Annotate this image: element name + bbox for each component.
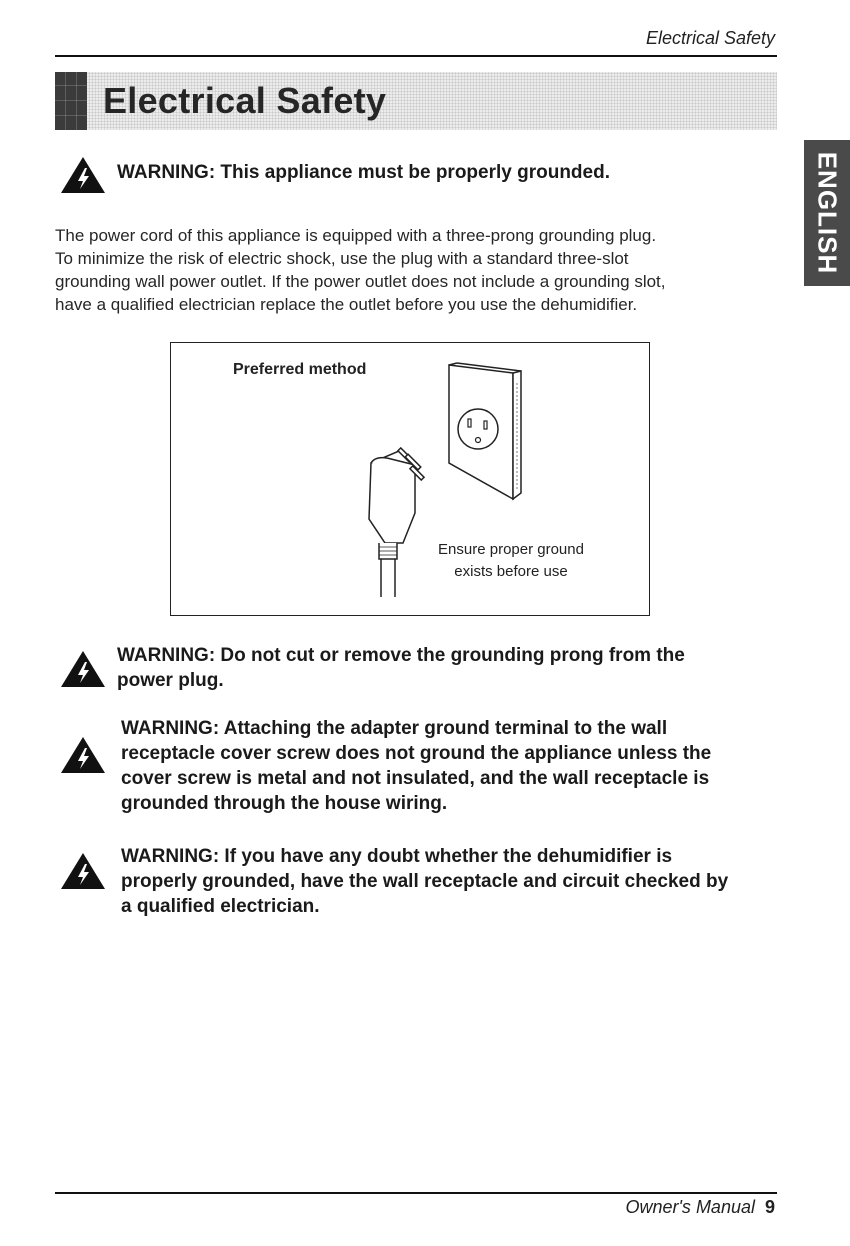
title-marker-block — [55, 72, 87, 130]
warning-line: WARNING: If you have any doubt whether the dehumidifier is — [121, 846, 673, 867]
warning-line: WARNING: This appliance must be properly grounded. — [117, 162, 610, 183]
warning-icon — [60, 736, 106, 774]
body-line: grounding wall power outlet. If the power outlet does not include a grounding slot, — [55, 272, 666, 291]
body-line: The power cord of this appliance is equipped with a three-prong grounding plug. — [55, 226, 657, 245]
grounding-figure — [170, 342, 650, 616]
page-footer — [625, 1197, 775, 1218]
warning-icon — [60, 650, 106, 688]
warning-line: receptacle cover screw does not ground the appliance unless the — [121, 743, 712, 764]
language-tab — [804, 140, 850, 286]
body-paragraph — [55, 224, 755, 316]
figure-caption — [416, 539, 606, 583]
warning-doubt — [121, 844, 728, 919]
warning-icon — [60, 852, 106, 890]
running-header: Electrical Safety — [645, 28, 775, 48]
page-number: 9 — [764, 1197, 775, 1217]
warning-line: a qualified electrician. — [121, 896, 320, 917]
warning-line: cover screw is metal and not insulated, and the wall receptacle is — [121, 768, 710, 789]
footer-rule — [55, 1192, 777, 1194]
language-tab-label: ENGLISH — [812, 151, 843, 275]
header-rule — [55, 55, 777, 57]
warning-line: power plug. — [117, 670, 224, 691]
warning-line: grounded through the house wiring. — [121, 793, 448, 814]
warning-grounded — [117, 160, 610, 185]
wall-outlet-icon — [449, 363, 521, 499]
caption-line: exists before use — [454, 563, 568, 580]
warning-adapter — [121, 716, 711, 816]
section-title-band — [55, 72, 777, 130]
section-title: Electrical Safety — [103, 80, 387, 121]
body-line: have a qualified electrician replace the outlet before you use the dehumidifier. — [55, 295, 638, 314]
figure-label: Preferred method — [233, 361, 367, 378]
warning-prong — [117, 643, 685, 693]
warning-line: WARNING: Do not cut or remove the grounding prong from the — [117, 645, 685, 666]
body-line: To minimize the risk of electric shock, use the plug with a standard three-slot — [55, 249, 629, 268]
caption-line: Ensure proper ground — [438, 541, 584, 558]
warning-line: WARNING: Attaching the adapter ground terminal to the wall — [121, 718, 668, 739]
footer-manual-title: Owner's Manual — [625, 1197, 755, 1217]
warning-line: properly grounded, have the wall receptacle and circuit checked by — [121, 871, 729, 892]
warning-icon — [60, 156, 106, 194]
